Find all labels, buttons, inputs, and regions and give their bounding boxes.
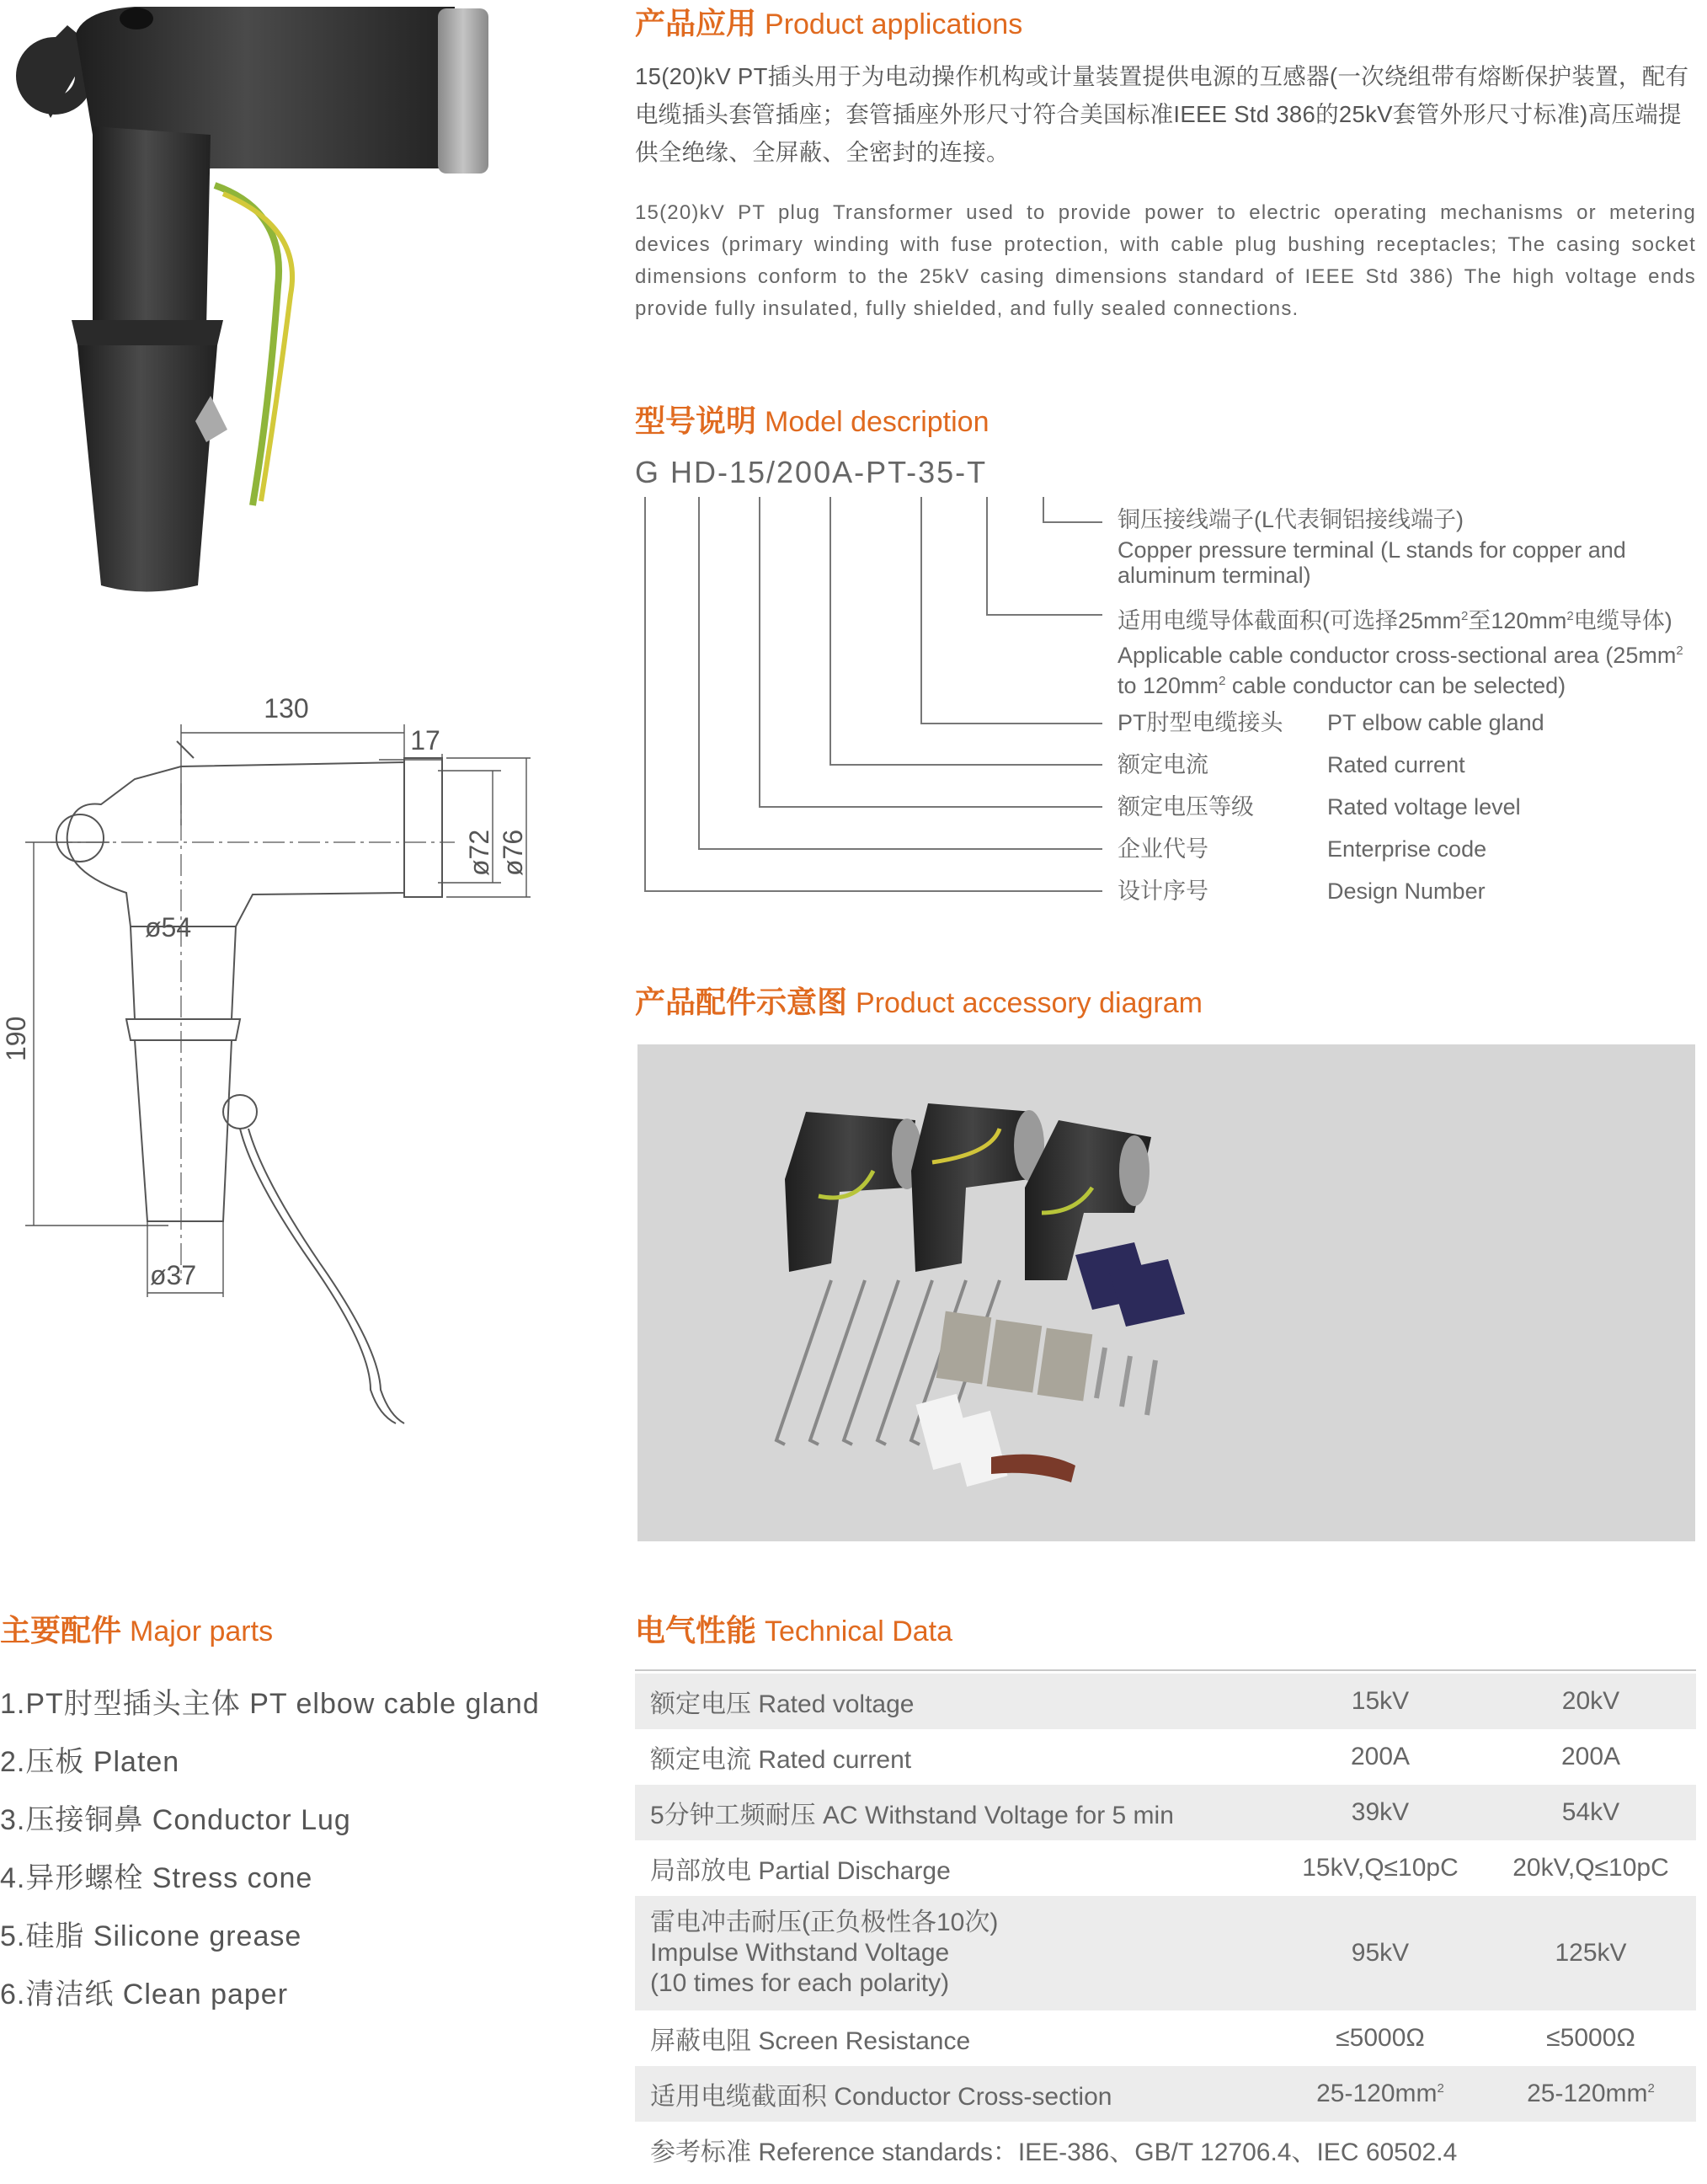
dim-130: 130 <box>264 693 309 724</box>
model-title: 型号说明 Model description <box>635 403 990 438</box>
table-row <box>635 2010 1696 2066</box>
accessory-illustration <box>637 1044 1695 1541</box>
tech-value-15kv: 39kV <box>1275 1785 1486 1840</box>
model-row-current-en: Rated current <box>1327 752 1465 777</box>
model-code: G HD-15/200A-PT-35-T <box>635 455 988 489</box>
model-row-pt-cn: PT肘型电缆接头 <box>1118 710 1283 735</box>
dim-76: ø76 <box>498 829 528 876</box>
dim-72: ø72 <box>464 829 494 876</box>
table-row <box>635 2122 1696 2177</box>
tech-label: 额定电流 Rated current <box>650 1746 912 1774</box>
parts-item-4: 4.异形螺栓 Stress cone <box>0 1862 313 1894</box>
parts-title: 主要配件 Major parts <box>0 1613 274 1647</box>
model-row-current-cn: 额定电流 <box>1118 752 1208 777</box>
parts-item-3: 3.压接铜鼻 Conductor Lug <box>0 1804 351 1836</box>
model-t-en2: aluminum terminal) <box>1118 563 1311 588</box>
applications-title: 产品应用 Product applications <box>635 6 1023 40</box>
model-row-design-cn: 设计序号 <box>1118 878 1208 904</box>
model-row-voltage-cn: 额定电压等级 <box>1118 794 1254 820</box>
accessory-title: 产品配件示意图 Product accessory diagram <box>635 985 1203 1019</box>
dim-54: ø54 <box>145 912 192 942</box>
tech-title: 电气性能 Technical Data <box>635 1613 953 1647</box>
model-t-cn: 铜压接线端子(L代表铜铝接线端子) <box>1118 507 1464 532</box>
model-leader-lines <box>635 489 1123 893</box>
table-row <box>635 1840 1696 1896</box>
tech-value-15kv: ≤5000Ω <box>1336 2024 1425 2052</box>
tech-label: 适用电缆截面积 Conductor Cross-section <box>635 2066 1275 2122</box>
product-photo <box>0 0 505 606</box>
dim-190: 190 <box>1 1016 31 1061</box>
model-t-en1: Copper pressure terminal (L stands for copper and <box>1118 537 1626 563</box>
model-row-enterprise-cn: 企业代号 <box>1118 836 1208 862</box>
tech-value-20kv: 125kV <box>1486 1896 1696 2010</box>
model-row-voltage-en: Rated voltage level <box>1327 794 1521 820</box>
tech-value-15kv: 95kV <box>1275 1896 1486 2010</box>
tech-value-20kv: 54kV <box>1486 1785 1696 1840</box>
applications-para-cn: 15(20)kV PT插头用于为电动操作机构或计量装置提供电源的互感器(一次绕组带有熔断保护装置，配有电缆插头套管插座；套管插座外形尺寸符合美国标准IEEE Std 386的25kV套管外形尺寸标准)高压端提供全绝缘、全屏蔽、全密封的连接。 <box>635 63 1689 165</box>
tech-value-15kv: 15kV,Q≤10pC <box>1302 1854 1459 1882</box>
tech-value-15kv: $25-120mm^2$ <box>1275 2066 1486 2122</box>
table-row <box>635 1896 1696 2010</box>
applications-para-en: 15(20)kV PT plug Transformer used to provide power to electric operating mechanisms or metering devices (primary winding with fuse protection, with cable plug bushing receptacles; The casing socket dimensions conform to the 25kV casing dimensions standard of IEEE Std 386) The high voltage ends provide fully insulated, fully shielded, and fully sealed connections. <box>635 201 1696 320</box>
tech-top-divider <box>635 1669 1696 1671</box>
model-35-en2: to $120mm^2$ cable conductor can be selected) <box>1118 673 1566 698</box>
tech-value-20kv: $25-120mm^2$ <box>1486 2066 1696 2122</box>
parts-item-1: 1.PT肘型插头主体 PT elbow cable gland <box>0 1688 540 1720</box>
tech-table <box>635 1674 1696 2177</box>
dim-17: 17 <box>410 725 440 756</box>
table-row <box>635 2066 1696 2122</box>
table-row <box>635 1674 1696 1729</box>
tech-value-20kv: 200A <box>1560 1743 1621 1770</box>
model-35-cn: 适用电缆导体截面积(可选择$25mm^2$至$120mm^2$电缆导体) <box>1118 608 1672 633</box>
tech-value-20kv: 20kV,Q≤10pC <box>1512 1854 1669 1882</box>
table-row <box>635 1785 1696 1840</box>
model-row-pt-en: PT elbow cable gland <box>1327 710 1544 735</box>
model-35-en1: Applicable cable conductor cross-sectional area ($25mm^2$ <box>1118 643 1683 668</box>
tech-label: 屏蔽电阻 Screen Resistance <box>650 2027 971 2055</box>
tech-label-impulse: 雷电冲击耐压(正负极性各10次) Impulse Withstand Voltage (10 times for each polarity) <box>635 1896 1275 2010</box>
parts-item-5: 5.硅脂 Silicone grease <box>0 1920 302 1952</box>
dimension-drawing <box>0 674 589 1508</box>
tech-value-20kv: ≤5000Ω <box>1546 2024 1635 2052</box>
table-row <box>635 1729 1696 1785</box>
parts-item-6: 6.清洁纸 Clean paper <box>0 1978 289 2010</box>
tech-label: 局部放电 Partial Discharge <box>650 1857 951 1885</box>
accessory-photo <box>637 1044 1695 1541</box>
model-row-enterprise-en: Enterprise code <box>1327 836 1487 862</box>
tech-value-15kv: 15kV <box>1275 1674 1486 1729</box>
dim-37: ø37 <box>150 1260 197 1290</box>
tech-value-20kv: 20kV <box>1486 1674 1696 1729</box>
tech-reference-standards: 参考标准 Reference standards：IEE-386、GB/T 12706.4、IEC 60502.4 <box>650 2139 1458 2166</box>
parts-item-2: 2.压板 Platen <box>0 1746 180 1778</box>
tech-value-15kv: 200A <box>1350 1743 1411 1770</box>
model-row-design-en: Design Number <box>1327 878 1486 904</box>
tech-label: 5分钟工频耐压 AC Withstand Voltage for 5 min <box>635 1785 1275 1840</box>
tech-label: 额定电压 Rated voltage <box>635 1674 1275 1729</box>
